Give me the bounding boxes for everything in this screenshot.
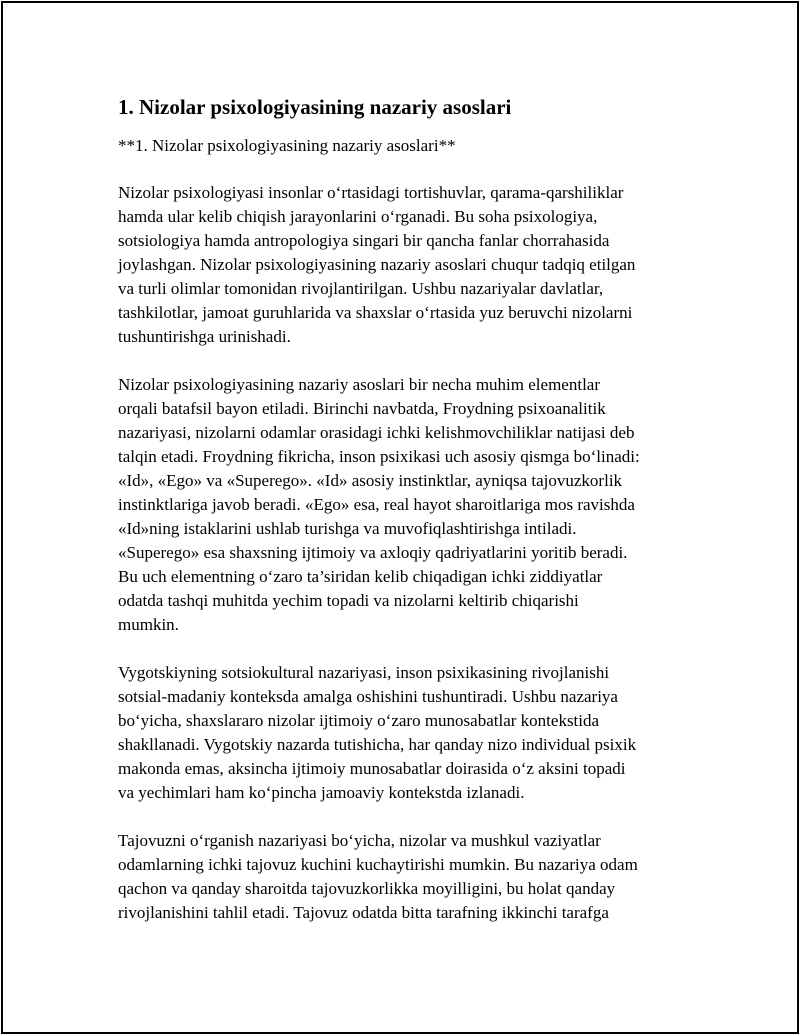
text-line: Nizolar psixologiyasining nazariy asoslari bir necha muhim elementlar [118,375,600,394]
text-line: bo‘yicha, shaxslararo nizolar ijtimoiy o‘zaro munosabatlar kontekstida [118,711,600,730]
paragraph-2 [118,373,693,637]
text-line: nazariyasi, nizolarni odamlar orasidagi ichki kelishmovchiliklar natijasi deb [118,423,635,442]
text-line: odamlarning ichki tajovuz kuchini kuchaytirishi mumkin. Bu nazariya odam [118,855,638,874]
text-line: rivojlanishini tahlil etadi. Tajovuz odatda bitta tarafning ikkinchi tarafga [118,903,609,922]
text-line: Tajovuzni o‘rganish nazariyasi bo‘yicha, nizolar va mushkul vaziyatlar [118,831,601,850]
paragraph-1 [118,181,693,349]
text-line: shakllanadi. Vygotskiy nazarda tutishicha, har qanday nizo individual psixik [118,735,637,754]
document-subtitle: **1. Nizolar psixologiyasining nazariy asoslari** [118,136,456,155]
text-line: tushuntirishga urinishadi. [118,327,291,346]
text-line: Nizolar psixologiyasi insonlar o‘rtasidagi tortishuvlar, qarama-qarshiliklar [118,183,624,202]
text-line: sotsial-madaniy konteksda amalga oshishini tushuntiradi. Ushbu nazariya [118,687,618,706]
text-line: talqin etadi. Froydning fikricha, inson psixikasi uch asosiy qismga bo‘linadi: [118,447,640,466]
text-line: tashkilotlar, jamoat guruhlarida va shaxslar o‘rtasida yuz beruvchi nizolarni [118,303,633,322]
text-line: sotsiologiya hamda antropologiya singari bir qancha fanlar chorrahasida [118,231,610,250]
text-line: va yechimlari ham ko‘pincha jamoaviy kontekstda izlanadi. [118,783,525,802]
paragraph-3 [118,661,693,805]
text-line: odatda tashqi muhitda yechim topadi va nizolarni keltirib chiqarishi [118,591,579,610]
paragraph-4 [118,829,693,925]
document-body [118,94,693,949]
text-line: qachon va qanday sharoitda tajovuzkorlikka moyilligini, bu holat qanday [118,879,616,898]
document-title: 1. Nizolar psixologiyasining nazariy asoslari [118,95,512,119]
text-line: va turli olimlar tomonidan rivojlantirilgan. Ushbu nazariyalar davlatlar, [118,279,604,298]
text-line: Vygotskiyning sotsiokultural nazariyasi, inson psixikasining rivojlanishi [118,663,610,682]
paragraph-list [118,181,693,925]
text-line: instinktlariga javob beradi. «Ego» esa, real hayot sharoitlariga mos ravishda [118,495,635,514]
text-line: orqali batafsil bayon etiladi. Birinchi navbatda, Froydning psixoanalitik [118,399,606,418]
text-line: mumkin. [118,615,179,634]
text-line: «Superego» esa shaxsning ijtimoiy va axloqiy qadriyatlarini yoritib beradi. [118,543,628,562]
text-line: makonda emas, aksincha ijtimoiy munosabatlar doirasida o‘z aksini topadi [118,759,626,778]
text-line: joylashgan. Nizolar psixologiyasining nazariy asoslari chuqur tadqiq etilgan [118,255,636,274]
text-line: hamda ular kelib chiqish jarayonlarini o‘rganadi. Bu soha psixologiya, [118,207,598,226]
text-line: Bu uch elementning o‘zaro ta’siridan kelib chiqadigan ichki ziddiyatlar [118,567,603,586]
text-line: «Id»ning istaklarini ushlab turishga va muvofiqlashtirishga intiladi. [118,519,577,538]
text-line: «Id», «Ego» va «Superego». «Id» asosiy instinktlar, ayniqsa tajovuzkorlik [118,471,623,490]
